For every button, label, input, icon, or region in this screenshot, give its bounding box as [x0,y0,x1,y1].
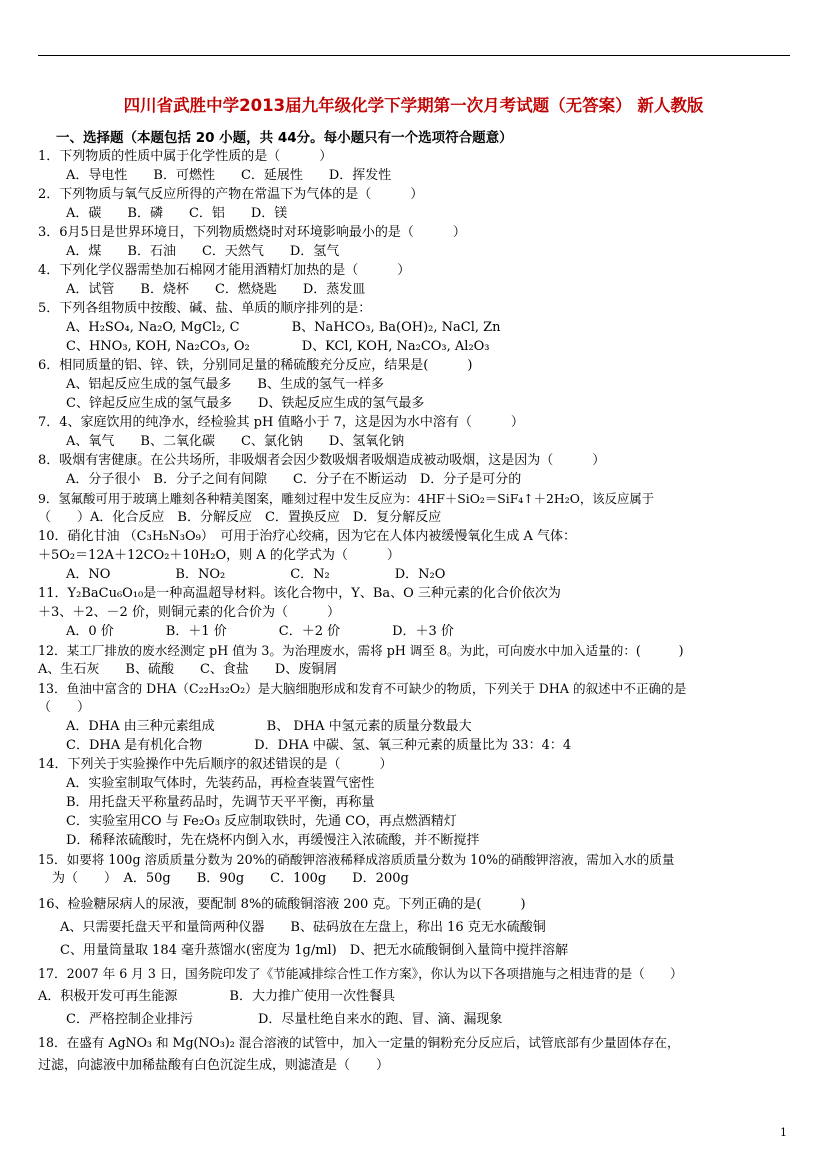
line: A．0 价 B．＋1 价 C．＋2 价 D．＋3 价 [66,624,454,639]
header-rule [38,55,790,56]
line: 16、检验糖尿病人的尿液，要配制 8%的硫酸铜溶液 200 克。下列正确的是( ) [38,897,526,912]
line: 12．某工厂排放的废水经测定 pH 值为 3。为治理废水，需将 pH 调至 8。为此，可向废水中加入适量的：( ) [38,643,684,658]
line: A．导电性 B．可燃性 C．延展性 D．挥发性 [66,168,392,183]
line: A．分子很小 B．分子之间有间隙 C．分子在不断运动 D．分子是可分的 [66,472,522,487]
line: A．NO B．NO₂ C．N₂ D．N₂O [66,567,446,582]
line: B．用托盘天平称量药品时，先调节天平平衡，再称量 [66,795,375,810]
line: （ ） [38,700,91,715]
line: 5．下列各组物质中按酸、碱、盐、单质的顺序排列的是： [38,301,372,316]
line: A．DHA 由三种元素组成 B、 DHA 中氢元素的质量分数最大 [66,719,472,734]
line: C、用量筒量取 184 毫升蒸馏水(密度为 1g/ml) D、把无水硫酸铜倒入量筒中搅拌溶解 [60,943,569,958]
line: C．DHA 是有机化合物 D．DHA 中碳、氢、氧三种元素的质量比为 33：4：4 [66,738,572,753]
line: 8．吸烟有害健康。在公共场所，非吸烟者会因少数吸烟者吸烟造成被动吸烟，这是因为（ ） [38,453,606,468]
line: 1．下列物质的性质中属于化学性质的是（ ） [38,149,333,164]
line: A．煤 B．石油 C．天然气 D．氢气 [66,244,340,259]
line: 为（ ） A．50g B．90g C．100g D．200g [52,871,409,886]
line: 4．下列化学仪器需垫加石棉网才能用酒精灯加热的是（ ） [38,263,411,278]
line: 7．4、家庭饮用的纯净水，经检验其 pH 值略小于 7，这是因为水中溶有（ ） [38,415,524,430]
line: C．实验室用CO 与 Fe₂O₃ 反应制取铁时，先通 CO，再点燃酒精灯 [66,814,457,829]
line: 15．如要将 100g 溶质质量分数为 20%的硝酸钾溶液稀释成溶质质量分数为 10%的硝酸钾溶液，需加入水的质量 [38,852,675,867]
line: A、只需要托盘天平和量筒两种仪器 B、砝码放在左盘上，称出 16 克无水硫酸铜 [60,920,546,935]
line: A．实验室制取气体时，先装药品，再检查装置气密性 [66,776,375,791]
line: A．试管 B．烧杯 C．燃烧匙 D．蒸发皿 [66,282,366,297]
line: D．稀释浓硫酸时，先在烧杯内倒入水，再缓慢注入浓硫酸，并不断搅拌 [66,833,480,848]
line: 11．Y₂BaCu₆O₁₀是一种高温超导材料。该化合物中，Y、Ba、O 三种元素的化合价依次为 [38,586,561,601]
line: 6．相同质量的铝、锌、铁，分别同足量的稀硫酸充分反应，结果是( ) [38,358,473,373]
line: A、生石灰 B、硫酸 C、食盐 D、废铜屑 [38,662,338,677]
line: 3．6月5日是世界环境日，下列物质燃烧时对环境影响最小的是（ ） [38,225,466,240]
line: C、锌起反应生成的氢气最多 D、铁起反应生成的氢气最多 [66,396,425,411]
line: ＋3、＋2、－2 价，则铜元素的化合价为（ ） [38,605,340,620]
line: C、HNO₃, KOH, Na₂CO₃, O₂ D、KCl, KOH, Na₂CO₃, Al₂O₃ [66,339,490,354]
page-number: 1 [780,1126,787,1139]
section-heading: 一、选择题（本题包括 20 小题，共 44分。每小题只有一个选项符合题意） [56,130,513,146]
line: （ ）A．化合反应 B．分解反应 C．置换反应 D．复分解反应 [38,510,442,525]
line: 过滤，向滤液中加稀盐酸有白色沉淀生成，则滤渣是（ ） [38,1058,390,1073]
line: 9．氢氟酸可用于玻璃上雕刻各种精美图案，雕刻过程中发生反应为：4HF＋SiO₂＝SiF₄↑＋2H₂O，该反应属于 [38,491,655,506]
page-title: 四川省武胜中学2013届九年级化学下学期第一次月考试题（无答案） 新人教版 [123,96,704,115]
line: A．积极开发可再生能源 B．大力推广使用一次性餐具 [38,989,395,1004]
line: A、氧气 B、二氧化碳 C、氯化钠 D、氢氧化钠 [66,434,405,449]
line: A．碳 B．磷 C．铝 D．镁 [66,206,288,221]
line: C．严格控制企业排污 D．尽量杜绝自来水的跑、冒、滴、漏现象 [66,1012,503,1027]
line: 14．下列关于实验操作中先后顺序的叙述错误的是（ ） [38,757,393,772]
line: A、H₂SO₄, Na₂O, MgCl₂, C B、NaHCO₃, Ba(OH)₂, NaCl, Zn [66,320,501,335]
line: 2．下列物质与氧气反应所得的产物在常温下为气体的是（ ） [38,187,424,202]
line: 10．硝化甘油 （C₃H₅N₃O₉） 可用于治疗心绞痛，因为它在人体内被缓慢氧化生成 A 气体： [38,529,576,544]
line: 18．在盛有 AgNO₃ 和 Mg(NO₃)₂ 混合溶液的试管中，加入一定量的铜粉充分反应后，试管底部有少量固体存在， [38,1035,680,1050]
line: ＋5O₂＝12A＋12CO₂＋10H₂O，则 A 的化学式为（ ） [38,548,400,563]
line: 17．2007 年 6 月 3 日，国务院印发了《节能减排综合性工作方案》，你认为以下各项措施与之相违背的是（ ） [38,966,683,981]
line: 13．鱼油中富含的 DHA（C₂₂H₃₂O₂）是大脑细胞形成和发育不可缺少的物质，下列关于 DHA 的叙述中不正确的是 [38,681,687,696]
line: A、铝起反应生成的氢气最多 B、生成的氢气一样多 [66,377,384,392]
